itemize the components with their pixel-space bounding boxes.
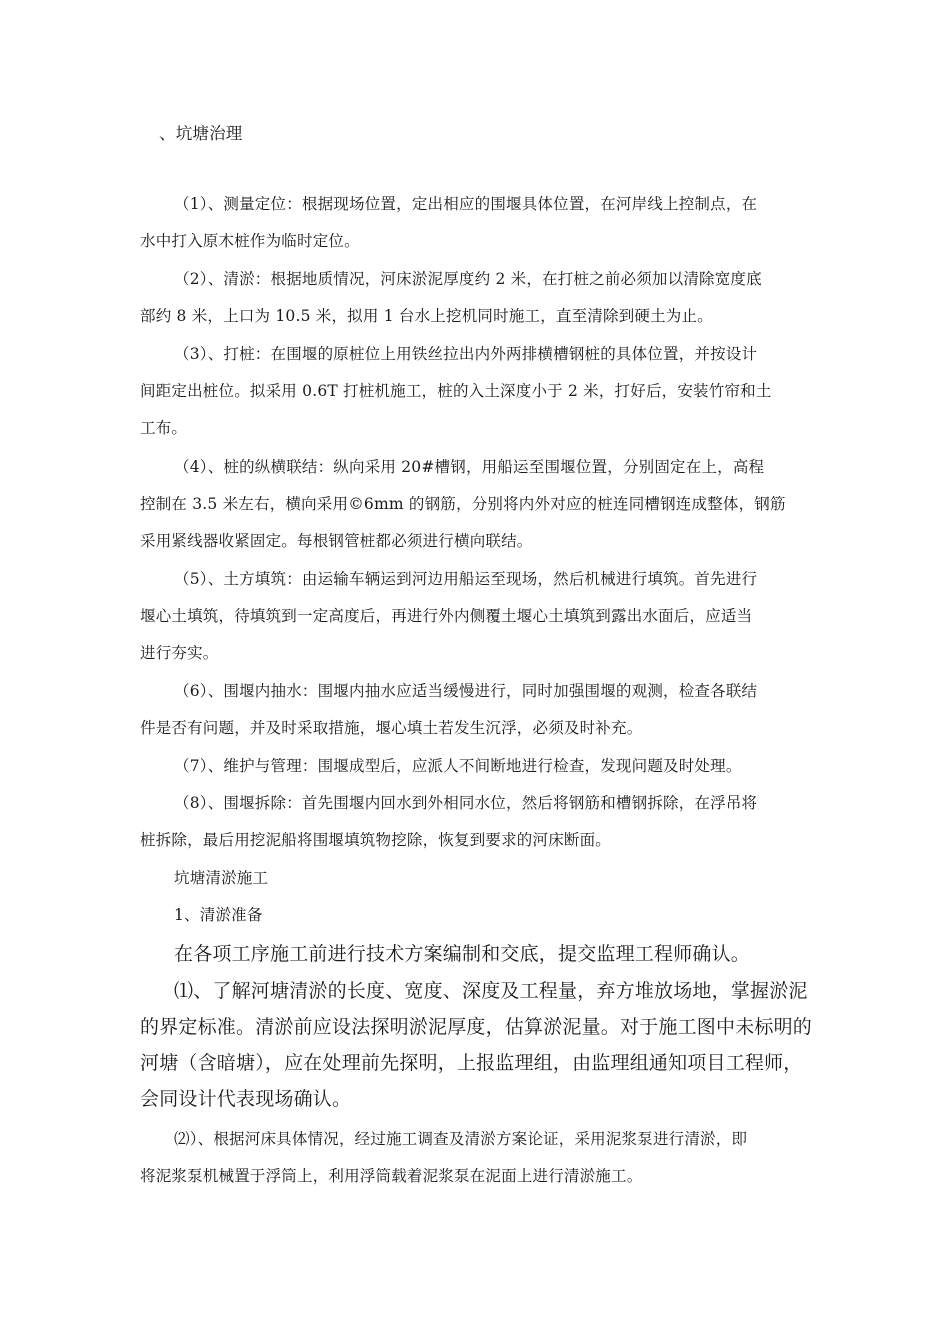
paragraph-line: （7）、维护与管理：围堰成型后，应派人不间断地进行检查，发现问题及时处理。: [174, 757, 742, 775]
paragraph-line: 间距定出桩位。拟采用 0.6T 打桩机施工，桩的入土深度小于 2 米，打好后，安装竹帘和土: [140, 382, 772, 400]
paragraph-line: 在各项工序施工前进行技术方案编制和交底，提交监理工程师确认。: [174, 943, 751, 965]
paragraph-line: 件是否有问题，并及时采取措施，堰心填土若发生沉浮，必须及时补充。: [140, 719, 643, 737]
paragraph-line: （5）、土方填筑：由运输车辆运到河边用船运至现场，然后机械进行填筑。首先进行: [174, 570, 758, 588]
section-title: 坑塘清淤施工: [174, 869, 269, 887]
paragraph-line: （4）、桩的纵横联结：纵向采用 20#槽钢，用船运至围堰位置，分别固定在上，高程: [174, 458, 765, 476]
paragraph-line: 采用紧线器收紧固定。每根钢管桩都必须进行横向联结。: [140, 532, 533, 550]
paragraph-line: 堰心土填筑，待填筑到一定高度后，再进行外内侧覆土堰心土填筑到露出水面后，应适当: [140, 607, 753, 625]
paragraph-line: 水中打入原木桩作为临时定位。: [140, 232, 360, 250]
subsection-title: 1、清淤准备: [174, 906, 263, 924]
paragraph-line: 控制在 3.5 米左右，横向采用©6mm 的钢筋，分别将内外对应的桩连同槽钢连成整体，钢筋: [140, 495, 786, 513]
paragraph-line: 工布。: [140, 419, 188, 437]
paragraph-line: （3）、打桩：在围堰的原桩位上用铁丝拉出内外两排横槽钢桩的具体位置，并按设计: [174, 345, 758, 363]
paragraph-line: 河塘（含暗塘），应在处理前先探明，上报监理组，由监理组通知项目工程师，: [140, 1052, 803, 1074]
paragraph-line: ⑵）、根据河床具体情况，经过施工调查及清淤方案论证，采用泥浆泵进行清淤，即: [174, 1130, 748, 1148]
paragraph-line: （1）、测量定位：根据现场位置，定出相应的围堰具体位置，在河岸线上控制点，在: [174, 195, 758, 213]
paragraph-line: 将泥浆泵机械置于浮筒上，利用浮筒载着泥浆泵在泥面上进行清淤施工。: [140, 1167, 643, 1185]
paragraph-line: （8）、围堰拆除：首先围堰内回水到外相同水位，然后将钢筋和槽钢拆除，在浮吊将: [174, 794, 758, 812]
paragraph-line: （6）、围堰内抽水：围堰内抽水应适当缓慢进行，同时加强围堰的观测，检查各联结: [174, 682, 758, 700]
paragraph-line: 进行夯实。: [140, 644, 219, 662]
paragraph-line: 会同设计代表现场确认。: [140, 1088, 352, 1110]
heading: 、坑塘治理: [159, 124, 243, 143]
paragraph-line: 桩拆除，最后用挖泥船将围堰填筑物挖除，恢复到要求的河床断面。: [140, 831, 612, 849]
paragraph-line: ⑴、了解河塘清淤的长度、宽度、深度及工程量，弃方堆放场地，掌握淤泥: [174, 980, 808, 1002]
paragraph-line: 的界定标准。清淤前应设法探明淤泥厚度，估算淤泥量。对于施工图中未标明的: [140, 1016, 813, 1038]
paragraph-line: （2）、清淤：根据地质情况，河床淤泥厚度约 2 米，在打桩之前必须加以清除宽度底: [174, 270, 762, 288]
paragraph-line: 部约 8 米，上口为 10.5 米，拟用 1 台水上挖机同时施工，直至清除到硬土为止。: [140, 307, 713, 325]
